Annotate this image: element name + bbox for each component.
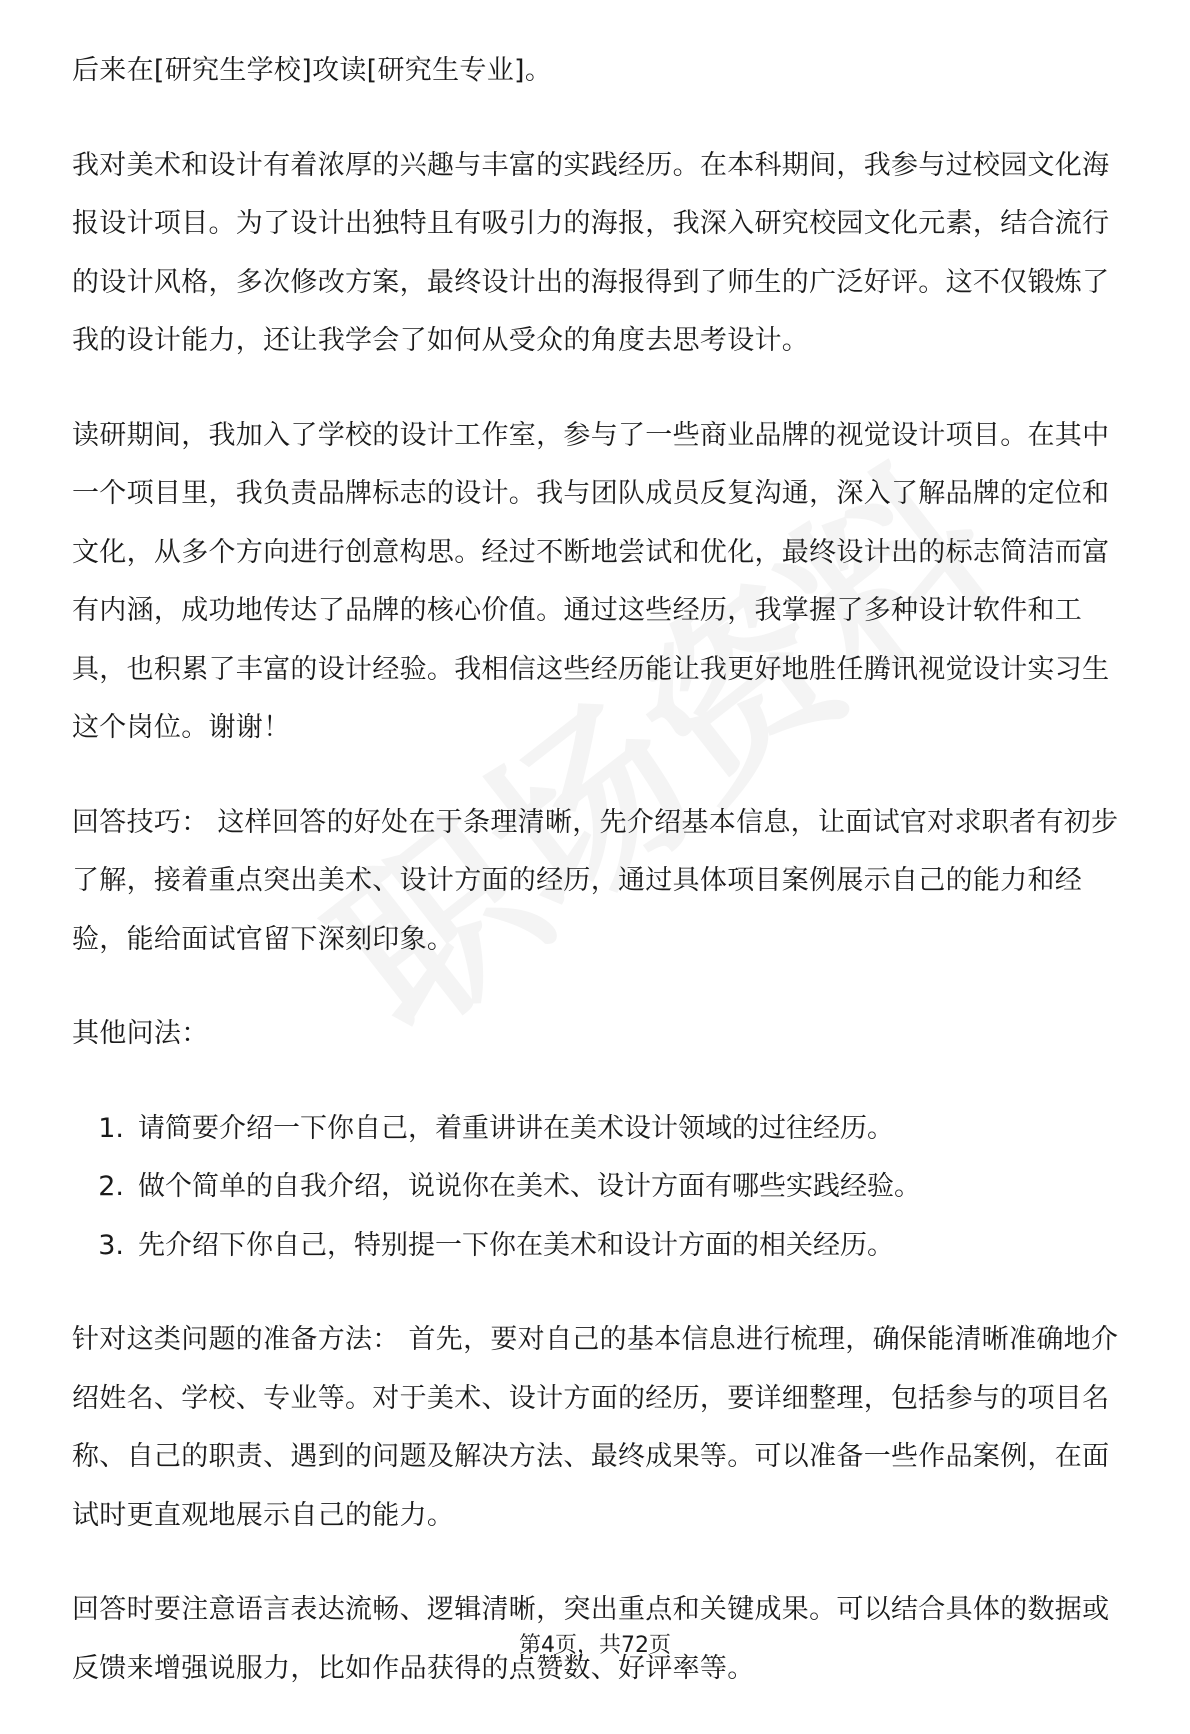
page-number: 第4页，共72页 <box>519 1633 671 1658</box>
list-item-text: 做个简单的自我介绍，说说你在美术、设计方面有哪些实践经验。 <box>138 1171 921 1202</box>
list-item <box>72 1100 1122 1159</box>
list-item-text: 先介绍下你自己，特别提一下你在美术和设计方面的相关经历。 <box>138 1229 894 1261</box>
paragraph-intro-end: 后来在[研究生学校]攻读[研究生专业]。 <box>72 55 553 86</box>
list-item-text: 请简要介绍一下你自己，着重讲讲在美术设计领域的过往经历。 <box>138 1112 894 1144</box>
paragraph-undergrad-experience: 我对美术和设计有着浓厚的兴趣与丰富的实践经历。在本科期间，我参与过校园文化海报设计项目。为了设计出独特且有吸引力的海报，我深入研究校园文化元素，结合流行的设计风格，多次修改方案，最终设计出的海报得到了师生的广泛好评。这不仅锻炼了我的设计能力，还让我学会了如何从受众的角度去思考设计。 <box>72 149 1110 356</box>
list-item-number: 3. <box>98 1229 124 1261</box>
list-item <box>72 1217 1122 1276</box>
paragraph-answer-tips: 回答技巧： 这样回答的好处在于条理清晰，先介绍基本信息，让面试官对求职者有初步了解，接着重点突出美术、设计方面的经历，通过具体项目案例展示自己的能力和经验，能给面试官留下深刻印象。 <box>72 806 1119 955</box>
list-item-number: 2. <box>98 1171 124 1202</box>
list-item <box>72 1158 1122 1217</box>
paragraph-grad-experience: 读研期间，我加入了学校的设计工作室，参与了一些商业品牌的视觉设计项目。在其中一个项目里，我负责品牌标志的设计。我与团队成员反复沟通，深入了解品牌的定位和文化，从多个方向进行创意构思。经过不断地尝试和优化，最终设计出的标志简洁而富有内涵，成功地传达了品牌的核心价值。通过这些经历，我掌握了多种设计软件和工具，也积累了丰富的设计经验。我相信这些经历能让我更好地胜任腾讯视觉设计实习生这个岗位。谢谢！ <box>72 419 1110 743</box>
paragraph-answer-notes: 回答时要注意语言表达流畅、逻辑清晰，突出重点和关键成果。可以结合具体的数据或反馈来增强说服力，比如作品获得的点赞数、好评率等。 <box>72 1594 1110 1684</box>
list-item-number: 1. <box>98 1112 124 1144</box>
document-body <box>72 42 1122 1734</box>
paragraph-preparation-method: 针对这类问题的准备方法： 首先，要对自己的基本信息进行梳理，确保能清晰准确地介绍姓名、学校、专业等。对于美术、设计方面的经历，要详细整理，包括参与的项目名称、自己的职责、遇到的问题及解决方法、最终成果等。可以准备一些作品案例，在面试时更直观地展示自己的能力。 <box>72 1324 1119 1531</box>
other-questions-list <box>72 1100 1122 1276</box>
paragraph-other-questions-heading: 其他问法： <box>72 1018 209 1049</box>
